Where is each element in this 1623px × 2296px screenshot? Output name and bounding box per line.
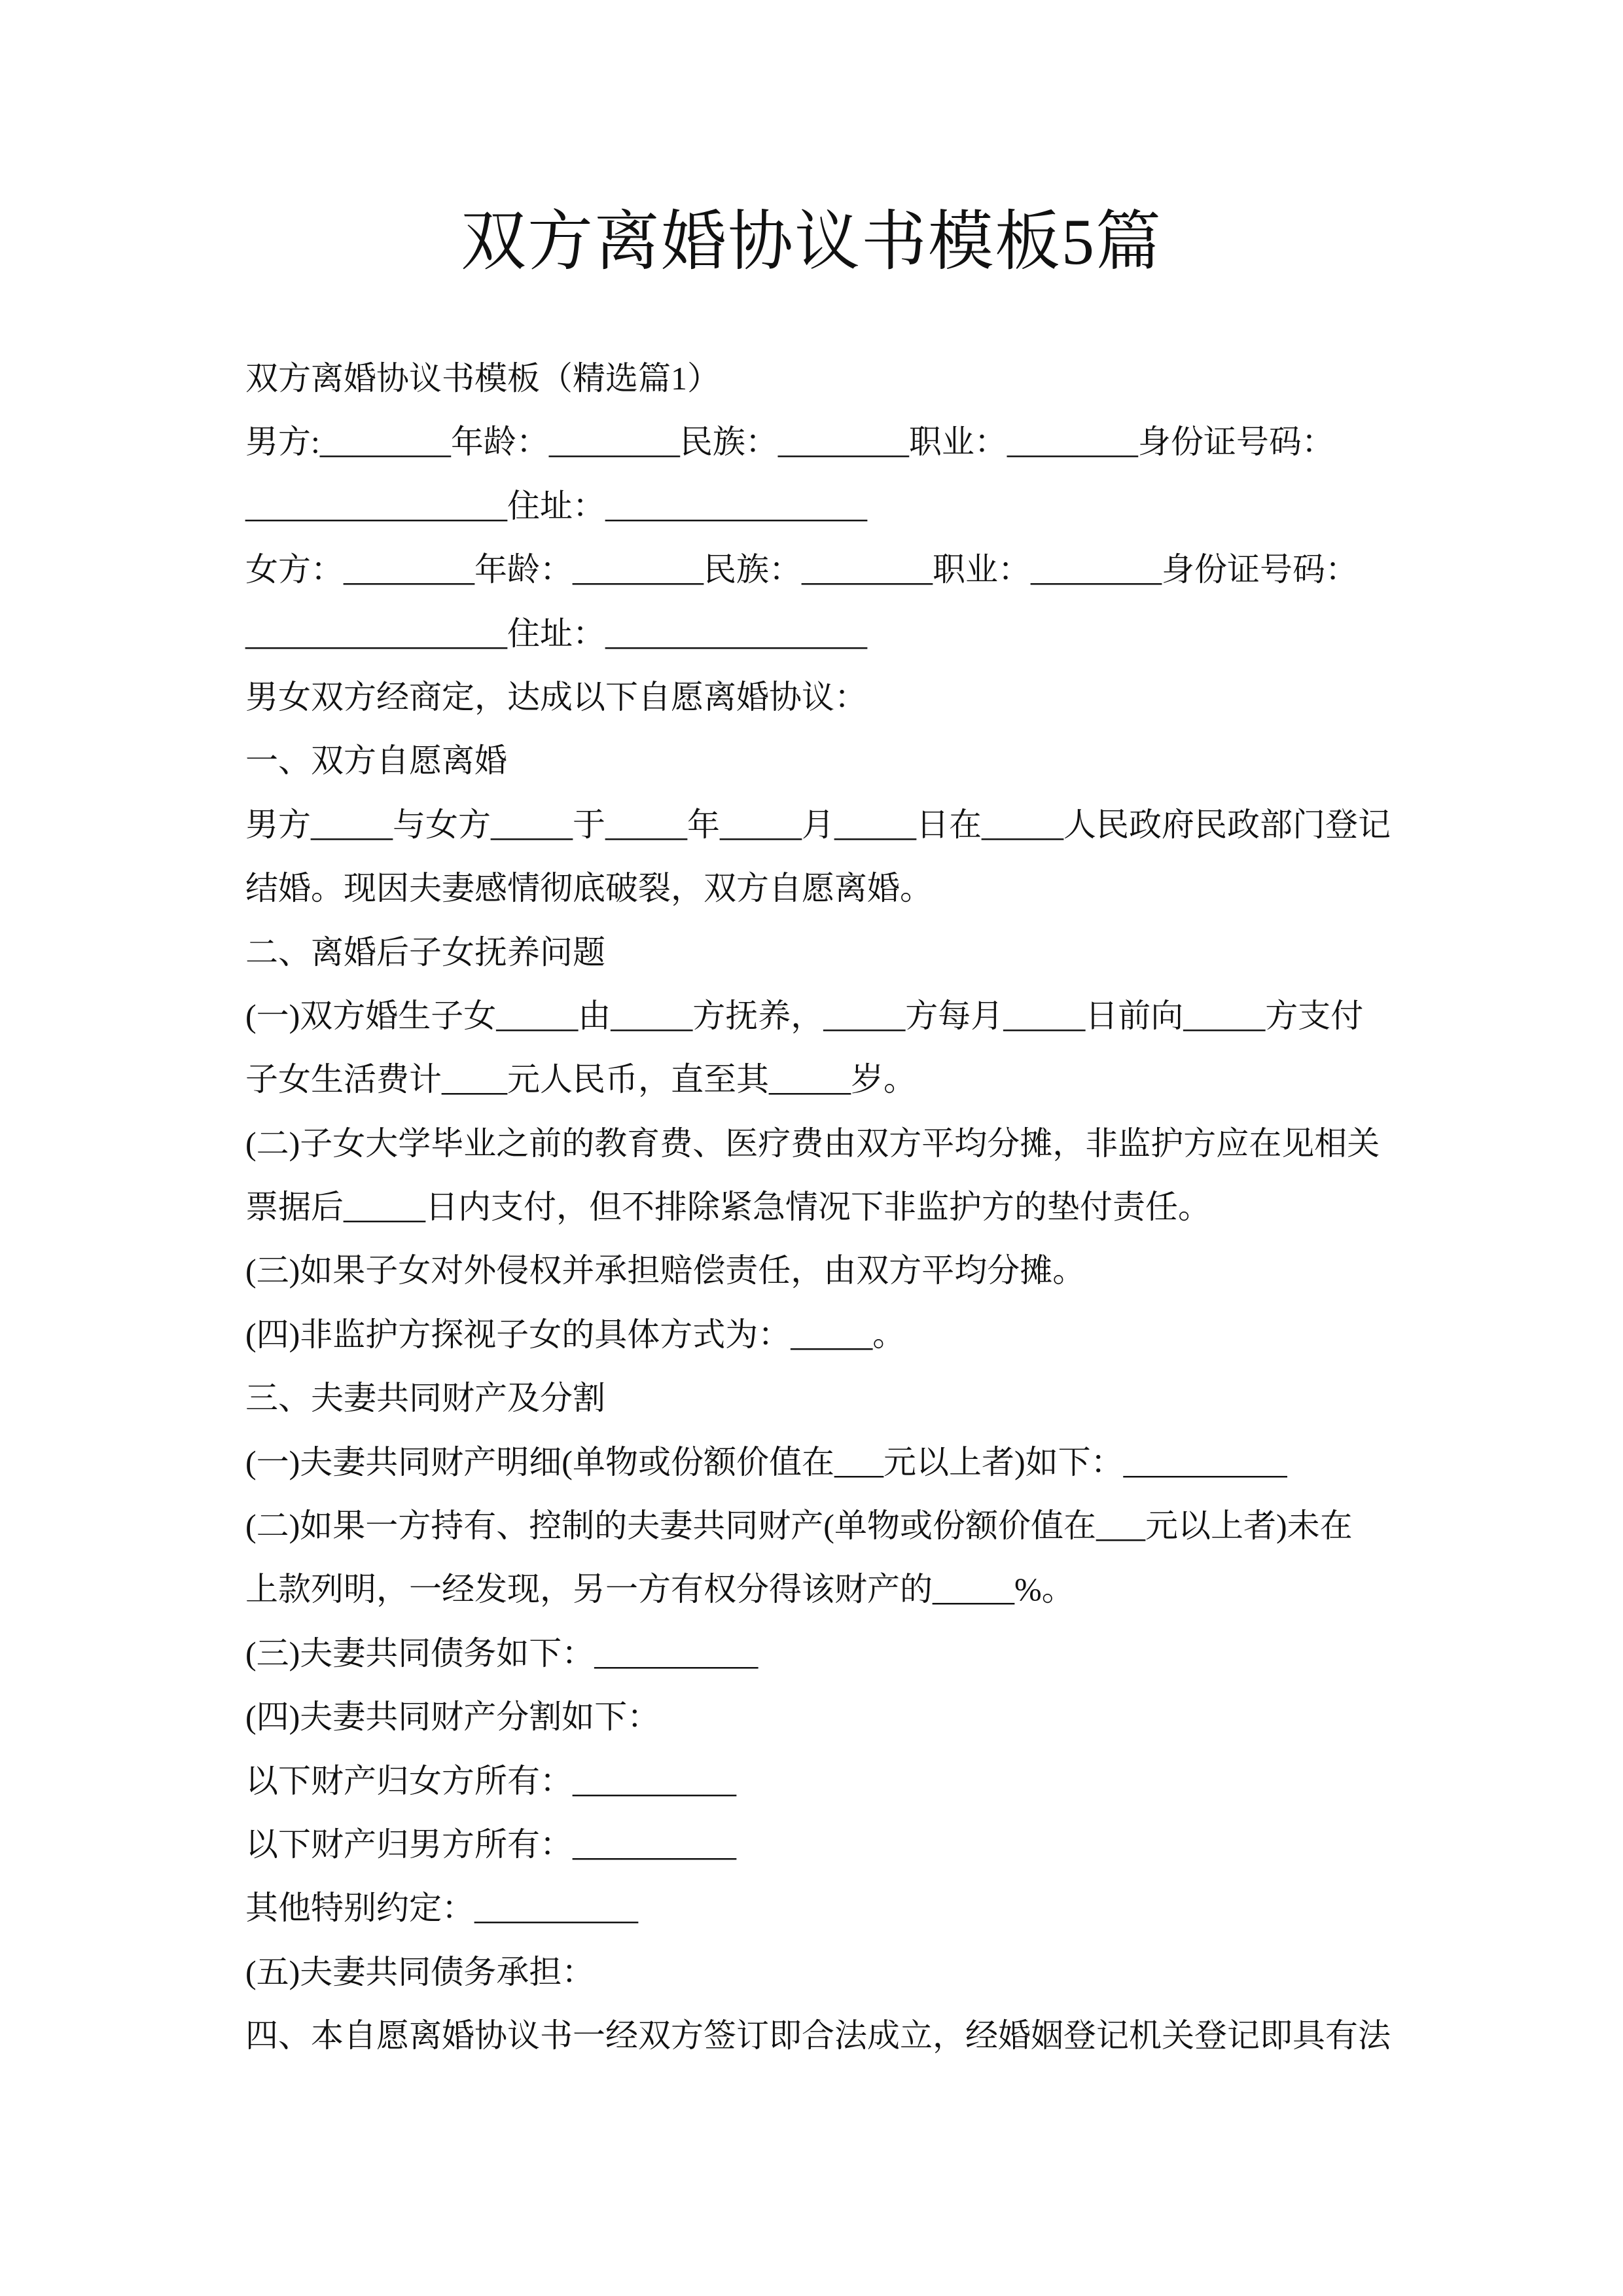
paragraph-line: 三、夫妻共同财产及分割 xyxy=(245,1380,605,1417)
paragraph-line: 以下财产归女方所有：__________ xyxy=(245,1762,736,1799)
paragraph-line: 票据后_____日内支付，但不排除紧急情况下非监护方的垫付责任。 xyxy=(245,1189,1211,1226)
paragraph-line: 双方离婚协议书模板（精选篇1） xyxy=(245,360,720,397)
paragraph-line: (二)子女大学毕业之前的教育费、医疗费由双方平均分摊，非监护方应在见相关 xyxy=(245,1124,1380,1162)
paragraph-line: 上款列明，一经发现，另一方有权分得该财产的_____%。 xyxy=(245,1571,1075,1608)
paragraph-line: 以下财产归男方所有：__________ xyxy=(245,1825,736,1863)
paragraph-line: (四)非监护方探视子女的具体方式为：_____。 xyxy=(245,1316,906,1353)
paragraph-line: (三)如果子女对外侵权并承担赔偿责任，由双方平均分摊。 xyxy=(245,1252,1086,1289)
paragraph-line: 男女双方经商定，达成以下自愿离婚协议： xyxy=(245,678,867,715)
document-body xyxy=(245,347,1391,2068)
paragraph-line: 男方:________年龄：________民族：________职业：________身份证号码： xyxy=(245,423,1334,461)
paragraph-line: 男方_____与女方_____于_____年_____月_____日在_____人民政府民政部门登记 xyxy=(245,806,1391,843)
paragraph-line: (三)夫妻共同债务如下：__________ xyxy=(245,1634,758,1672)
paragraph-line: 一、双方自愿离婚 xyxy=(245,742,507,780)
paragraph-line: ________________住址：________________ xyxy=(245,487,867,524)
paragraph-line: 子女生活费计____元人民币，直至其_____岁。 xyxy=(245,1061,916,1098)
paragraph-line: (一)双方婚生子女_____由_____方抚养，_____方每月_____日前向_____方支付 xyxy=(245,997,1364,1034)
paragraph-line: (一)夫妻共同财产明细(单物或份额价值在___元以上者)如下：__________ xyxy=(245,1443,1287,1480)
paragraph-line: ________________住址：________________ xyxy=(245,615,867,652)
paragraph-line: 女方：________年龄：________民族：________职业：________身份证号码： xyxy=(245,551,1358,588)
document-title: 双方离婚协议书模板5篇 xyxy=(461,206,1162,278)
paragraph-line: 二、离婚后子女抚养问题 xyxy=(245,933,605,971)
paragraph-line: (二)如果一方持有、控制的夫妻共同财产(单物或份额价值在___元以上者)未在 xyxy=(245,1507,1353,1545)
paragraph-line: 结婚。现因夫妻感情彻底破裂，双方自愿离婚。 xyxy=(245,870,933,907)
paragraph-line: 其他特别约定：__________ xyxy=(245,1890,638,1927)
paragraph-line: 四、本自愿离婚协议书一经双方签订即合法成立，经婚姻登记机关登记即具有法 xyxy=(245,2017,1391,2054)
paragraph-line: (五)夫妻共同债务承担： xyxy=(245,1953,595,1990)
paragraph-line: (四)夫妻共同财产分割如下： xyxy=(245,1698,660,1736)
